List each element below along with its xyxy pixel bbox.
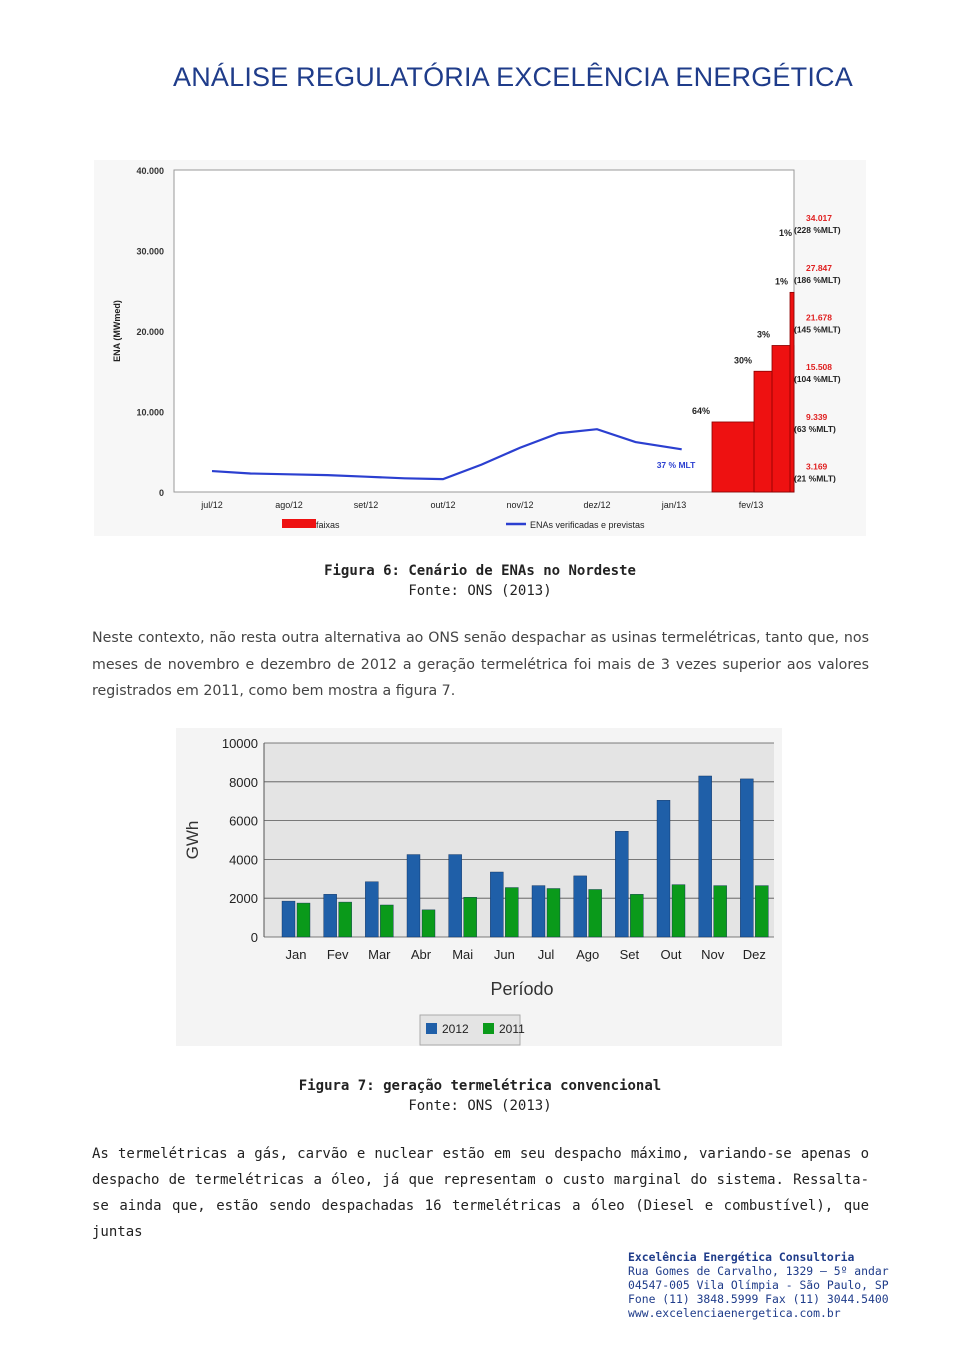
paragraph-2: As termelétricas a gás, carvão e nuclear estão em seu despacho máximo, variando-se apenas o despacho de termelétricas a óleo, já que representam o custo marginal do sistema. Ressalta-se ainda que, estão sendo despachadas 16 termelétricas a óleo (Diesel e combustível), que juntas	[92, 1146, 869, 1240]
annotation-mlt: (228 %MLT)	[794, 225, 841, 236]
x-tick-label: Ago	[576, 947, 600, 962]
header-word-excelencia: XCELÊNCIA	[514, 62, 676, 92]
legend-label-faixas: faixas	[316, 520, 340, 530]
legend-swatch-2012	[426, 1023, 437, 1034]
annotation-value: 34.017	[806, 213, 832, 224]
header-initial-r: R	[296, 62, 316, 92]
bar-2012	[657, 800, 670, 937]
footer-website[interactable]: www.excelenciaenergetica.com.br	[628, 1306, 841, 1320]
x-tick-label: Fev	[326, 947, 349, 962]
bar-2012	[282, 901, 295, 937]
annotation-value: 27.847	[806, 262, 832, 273]
bar-2012	[407, 855, 420, 937]
x-tick-label: jul/12	[201, 500, 223, 510]
bar-2011	[380, 905, 393, 937]
x-tick-label: Out	[660, 947, 682, 962]
bar-2011	[339, 902, 352, 937]
footer-contact	[628, 1250, 889, 1320]
annotation-mlt: (21 %MLT)	[794, 473, 836, 484]
band-area	[790, 292, 794, 492]
figure-7-chart	[176, 728, 782, 1046]
x-tick-label: out/12	[430, 500, 456, 510]
x-tick-label: nov/12	[506, 500, 534, 510]
y-axis-label: GWh	[183, 820, 202, 860]
band-percent-label: 64%	[691, 405, 710, 416]
bar-2012	[574, 876, 587, 937]
y-tick-label: 0	[158, 488, 164, 498]
y-tick-label: 10.000	[136, 407, 164, 418]
bar-2011	[547, 889, 560, 938]
x-tick-label: Jul	[537, 947, 555, 962]
y-tick-label: 20.000	[136, 327, 164, 337]
annotation-mlt: (145 %MLT)	[794, 324, 841, 335]
x-tick-label: set/12	[353, 500, 379, 510]
y-axis-label: ENA (MWmed)	[112, 300, 122, 362]
x-tick-label: fev/13	[738, 500, 764, 510]
annotation-mlt: (63 %MLT)	[794, 423, 836, 434]
header-initial-e1: E	[496, 62, 515, 92]
band-percent-label: 1%	[778, 228, 792, 239]
y-tick-label: 8000	[229, 774, 258, 790]
x-tick-label: Abr	[410, 947, 432, 962]
legend-label-2012: 2012	[442, 1022, 469, 1036]
header-initial-e2: E	[675, 62, 694, 92]
y-tick-label: 30.000	[136, 246, 164, 257]
x-tick-label: Dez	[742, 947, 766, 962]
annotation-value: 9.339	[806, 411, 828, 422]
figure-6-chart	[94, 160, 866, 536]
y-tick-label: 4000	[229, 852, 258, 868]
figure-6-source: Fonte: ONS (2013)	[408, 583, 552, 599]
plot-area	[174, 170, 794, 492]
figure-6-caption: Figura 6: Cenário de ENAs no Nordeste	[324, 563, 636, 579]
y-tick-label: 40.000	[136, 166, 164, 176]
page-header	[173, 62, 853, 93]
y-tick-label: 6000	[229, 813, 258, 829]
bar-2012	[740, 779, 753, 937]
y-tick-label: 10000	[221, 736, 258, 751]
annotation-mlt: (186 %MLT)	[794, 274, 841, 285]
bar-2011	[672, 885, 685, 937]
generation-chart-svg	[176, 728, 782, 1046]
legend-label-2011: 2011	[499, 1022, 525, 1036]
y-tick-label: 2000	[229, 891, 258, 907]
x-tick-label: Nov	[701, 947, 725, 962]
x-tick-label: dez/12	[583, 500, 611, 510]
annotation-mlt: (104 %MLT)	[794, 374, 841, 385]
bar-2012	[490, 872, 503, 937]
mlt-label: 37 % MLT	[656, 460, 696, 470]
y-tick-label: 0	[250, 930, 258, 945]
x-tick-label: jan/13	[661, 500, 687, 510]
paragraph-1: Neste contexto, não resta outra alternativa ao ONS senão despachar as usinas termelétricas, tanto que, nos meses de novembro e dezembro de 2012 a geração termelétrica foi mais de 3 vezes superior aos valores registrados em 2011, como bem mostra a figura 7.	[92, 630, 869, 699]
x-axis-label: Período	[490, 979, 554, 999]
bar-2011	[630, 894, 643, 937]
legend-swatch-2011	[483, 1023, 494, 1034]
annotation-value: 21.678	[806, 312, 832, 323]
bar-2011	[297, 903, 310, 937]
bar-2012	[365, 882, 378, 937]
annotation-value: 3.169	[806, 461, 828, 472]
figure-7-caption: Figura 7: geração termelétrica convencional	[298, 1078, 662, 1094]
x-tick-label: Mar	[368, 947, 391, 962]
bar-2012	[449, 855, 462, 937]
header-word-energetica: NERGÉTICA	[693, 62, 853, 92]
header-initial-a: A	[173, 62, 192, 92]
bar-2011	[422, 910, 435, 937]
bar-2011	[464, 897, 477, 937]
annotation-value: 15.508	[806, 362, 832, 373]
header-word-regulatoria: EGULATÓRIA	[315, 62, 497, 92]
footer-address-1: Rua Gomes de Carvalho, 1329 – 5º andar	[628, 1264, 889, 1278]
bar-2011	[505, 888, 518, 937]
x-tick-label: Jan	[285, 947, 307, 962]
bar-2012	[324, 894, 337, 937]
bar-2011	[589, 889, 602, 937]
x-tick-label: Mai	[452, 947, 474, 962]
band-percent-label: 3%	[756, 329, 770, 340]
footer-address-2: 04547-005 Vila Olímpia - São Paulo, SP	[628, 1278, 889, 1292]
footer-phone: Fone (11) 3848.5999 Fax (11) 3044.5400	[628, 1292, 889, 1306]
header-word-analise: NÁLISE	[191, 62, 297, 92]
x-tick-label: Set	[619, 947, 640, 962]
legend-swatch-faixas	[282, 519, 316, 528]
bar-2011	[714, 886, 727, 937]
bar-2012	[615, 831, 628, 937]
bar-2012	[699, 776, 712, 937]
band-percent-label: 30%	[733, 355, 752, 366]
bar-2011	[755, 886, 768, 937]
x-tick-label: ago/12	[275, 500, 303, 510]
figure-7-source: Fonte: ONS (2013)	[408, 1098, 552, 1114]
x-tick-label: Jun	[493, 947, 515, 962]
band-percent-label: 1%	[774, 276, 788, 287]
bar-2012	[532, 886, 545, 937]
footer-company: Excelência Energética Consultoria	[628, 1250, 855, 1264]
legend-label-ena: ENAs verificadas e previstas	[530, 520, 645, 530]
ena-chart-svg	[94, 160, 866, 536]
